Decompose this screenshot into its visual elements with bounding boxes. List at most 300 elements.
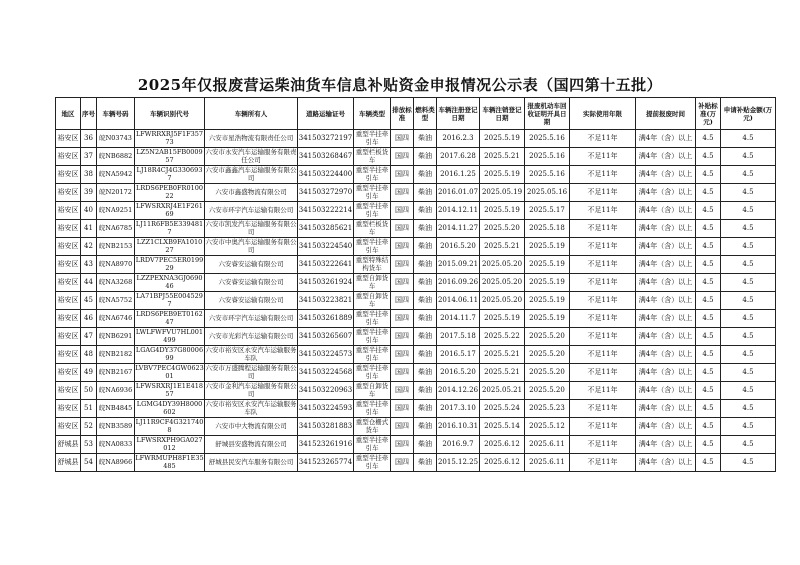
plate-cell: 皖NA0833: [97, 436, 135, 454]
type-cell: 重型半挂牵引车: [354, 346, 391, 364]
scrap-date-cell: 2025.5.18: [525, 220, 570, 238]
plate-cell: 皖NA6746: [97, 310, 135, 328]
fuel-cell: 柴油: [414, 346, 437, 364]
amount-cell: 4.5: [721, 364, 776, 382]
cancel-date-cell: 2025.5.24: [480, 400, 525, 418]
years-cell: 不足11年: [570, 274, 636, 292]
column-header: 补贴标准(万元): [696, 98, 721, 130]
seq-cell: 47: [81, 328, 97, 346]
cancel-date-cell: 2025.5.20: [480, 220, 525, 238]
seq-cell: 38: [81, 166, 97, 184]
years-cell: 不足11年: [570, 400, 636, 418]
column-header: 车辆注销登记日期: [480, 98, 525, 130]
emission-cell: 国四: [391, 274, 414, 292]
early-scrap-cell: 满4年（含）以上: [636, 148, 696, 166]
years-cell: 不足11年: [570, 436, 636, 454]
years-cell: 不足11年: [570, 148, 636, 166]
scrap-date-cell: 2025.5.20: [525, 346, 570, 364]
permit-cell: 341503222641: [298, 256, 354, 274]
fuel-cell: 柴油: [414, 148, 437, 166]
owner-cell: 六安市永安汽车运输服务有限责任公司: [205, 148, 297, 164]
column-header: 地区: [56, 98, 81, 130]
region-cell: 裕安区: [56, 310, 81, 328]
type-cell: 重型半挂牵引车: [354, 400, 391, 418]
type-cell: 重型半挂牵引车: [354, 202, 391, 220]
owner-cell: 舒城县民安汽车服务有限公司: [205, 454, 298, 472]
seq-cell: 46: [81, 310, 97, 328]
column-header: 车辆所有人: [205, 98, 298, 130]
permit-cell: 341503224568: [298, 364, 354, 382]
reg-date-cell: 2017.6.28: [437, 148, 480, 166]
plate-cell: 皖N20172: [97, 184, 135, 202]
permit-cell: 341523261916: [298, 436, 354, 454]
standard-cell: 4.5: [696, 418, 721, 436]
cancel-date-cell: 2025.5.22: [480, 328, 525, 346]
region-cell: 裕安区: [56, 400, 81, 418]
plate-cell: 皖N03743: [97, 130, 135, 148]
cancel-date-cell: 2025.5.14: [480, 418, 525, 436]
years-cell: 不足11年: [570, 454, 636, 472]
cancel-date-cell: 2025.5.19: [480, 310, 525, 328]
type-cell: 重型半挂牵引车: [354, 310, 391, 328]
vin-cell: LFWSRXRJ4E1F26169: [136, 202, 203, 218]
reg-date-cell: 2016.01.07: [437, 184, 480, 202]
early-scrap-cell: 满4年（含）以上: [636, 364, 696, 382]
emission-cell: 国四: [391, 364, 414, 382]
fuel-cell: 柴油: [414, 184, 437, 202]
vin-cell: LRDS6PEB9ET016247: [136, 310, 203, 326]
fuel-cell: 柴油: [414, 166, 437, 184]
amount-cell: 4.5: [721, 202, 776, 220]
table-row: [56, 220, 776, 238]
column-header: 报废机动车回收证明开具日期: [525, 98, 570, 130]
owner-cell: 六安市环宇汽车运输有限公司: [205, 310, 298, 328]
seq-cell: 40: [81, 202, 97, 220]
early-scrap-cell: 满4年（含）以上: [636, 328, 696, 346]
permit-cell: 341503220963: [298, 382, 354, 400]
table-row: [56, 148, 776, 166]
region-cell: 裕安区: [56, 220, 81, 238]
fuel-cell: 柴油: [414, 328, 437, 346]
fuel-cell: 柴油: [414, 274, 437, 292]
vin-cell: LA71BPJ55E0045297: [136, 292, 203, 308]
table-row: [56, 256, 776, 274]
seq-cell: 51: [81, 400, 97, 418]
early-scrap-cell: 满4年（含）以上: [636, 274, 696, 292]
seq-cell: 36: [81, 130, 97, 148]
scrap-date-cell: 2025.5.12: [525, 418, 570, 436]
fuel-cell: 柴油: [414, 292, 437, 310]
fuel-cell: 柴油: [414, 130, 437, 148]
cancel-date-cell: 2025.5.21: [480, 364, 525, 382]
table-row: [56, 436, 776, 454]
fuel-cell: 柴油: [414, 220, 437, 238]
reg-date-cell: 2016.5.20: [437, 238, 480, 256]
amount-cell: 4.5: [721, 166, 776, 184]
vin-cell: LFWSRXRJ1E1E41857: [135, 382, 204, 398]
cancel-date-cell: 2025.05.19: [480, 184, 525, 202]
table-row: [56, 184, 776, 202]
emission-cell: 国四: [391, 310, 414, 328]
reg-date-cell: 2014.12.11: [437, 202, 480, 220]
cancel-date-cell: 2025.5.21: [480, 148, 525, 166]
scrap-date-cell: 2025.5.16: [525, 166, 570, 184]
type-cell: 重型半挂牵引车: [354, 364, 391, 382]
vin-cell: LZ5N2AB15FB000957: [136, 148, 203, 164]
type-cell: 重型自卸货车: [354, 292, 391, 310]
reg-date-cell: 2017.3.10: [437, 400, 480, 418]
early-scrap-cell: 满4年（含）以上: [636, 184, 696, 202]
years-cell: 不足11年: [570, 220, 636, 238]
standard-cell: 4.5: [696, 130, 721, 148]
region-cell: 裕安区: [56, 418, 81, 436]
early-scrap-cell: 满4年（含）以上: [636, 346, 696, 364]
plate-cell: 皖NB2182: [97, 346, 135, 364]
region-cell: 裕安区: [56, 292, 81, 310]
early-scrap-cell: 满4年（含）以上: [636, 382, 696, 400]
years-cell: 不足11年: [570, 238, 636, 256]
standard-cell: 4.5: [696, 220, 721, 238]
years-cell: 不足11年: [570, 310, 636, 328]
permit-cell: 341503272970: [298, 184, 354, 202]
reg-date-cell: 2014.06.11: [437, 292, 480, 310]
cancel-date-cell: 2025.05.20: [480, 292, 525, 310]
plate-cell: 皖NA5752: [97, 292, 135, 310]
seq-cell: 39: [81, 184, 97, 202]
cancel-date-cell: 2025.5.19: [480, 130, 525, 148]
type-cell: 重型半挂牵引车: [354, 238, 391, 256]
fuel-cell: 柴油: [414, 238, 437, 256]
emission-cell: 国四: [391, 400, 414, 418]
fuel-cell: 柴油: [414, 310, 437, 328]
owner-cell: 六安市裕安区永安汽车运输服务车队: [205, 400, 297, 416]
plate-cell: 皖NB6882: [97, 148, 135, 166]
reg-date-cell: 2017.5.18: [437, 328, 480, 346]
column-header: 车辆注册登记日期: [437, 98, 480, 130]
amount-cell: 4.5: [721, 220, 776, 238]
years-cell: 不足11年: [570, 202, 636, 220]
region-cell: 舒城县: [56, 454, 81, 472]
owner-cell: 六安市星浩物流有限责任公司: [205, 130, 298, 148]
owner-cell: 六安市金利汽车运输服务有限公司: [205, 382, 297, 398]
standard-cell: 4.5: [696, 454, 721, 472]
region-cell: 裕安区: [56, 184, 81, 202]
region-cell: 裕安区: [56, 382, 81, 400]
amount-cell: 4.5: [721, 256, 776, 274]
region-cell: 裕安区: [56, 346, 81, 364]
type-cell: 重型仓栅式货车: [354, 418, 391, 436]
seq-cell: 52: [81, 418, 97, 436]
reg-date-cell: 2016.5.20: [437, 364, 480, 382]
fuel-cell: 柴油: [414, 454, 437, 472]
table-row: [56, 364, 776, 382]
type-cell: 重型半挂牵引车: [354, 436, 391, 454]
cancel-date-cell: 2025.5.21: [480, 346, 525, 364]
standard-cell: 4.5: [696, 166, 721, 184]
early-scrap-cell: 满4年（含）以上: [636, 454, 696, 472]
early-scrap-cell: 满4年（含）以上: [636, 400, 696, 418]
standard-cell: 4.5: [696, 364, 721, 382]
type-cell: 重型半挂牵引车: [354, 166, 391, 184]
owner-cell: 六安睿安运输有限公司: [205, 274, 298, 292]
column-header: 申请补贴金额(万元): [721, 98, 776, 130]
standard-cell: 4.5: [696, 382, 721, 400]
emission-cell: 国四: [391, 328, 414, 346]
early-scrap-cell: 满4年（含）以上: [636, 220, 696, 238]
type-cell: 重型栏板货车: [354, 148, 391, 166]
plate-cell: 皖NA8966: [97, 454, 135, 472]
permit-cell: 341503224573: [298, 346, 354, 364]
permit-cell: 341503268467: [298, 148, 354, 166]
region-cell: 裕安区: [56, 274, 81, 292]
scrap-date-cell: 2025.5.19: [525, 310, 570, 328]
cancel-date-cell: 2025.6.12: [480, 436, 525, 454]
region-cell: 裕安区: [56, 328, 81, 346]
vin-cell: LRDS6PEB0FR010022: [136, 184, 203, 200]
fuel-cell: 柴油: [414, 256, 437, 274]
cancel-date-cell: 2025.5.19: [480, 166, 525, 184]
emission-cell: 国四: [391, 292, 414, 310]
amount-cell: 4.5: [721, 418, 776, 436]
vin-cell: LJ11R9CF4G3217408: [135, 418, 204, 434]
page-title: 2025年仅报废营运柴油货车信息补贴资金申报情况公示表（国四第十五批）: [137, 76, 663, 94]
emission-cell: 国四: [391, 382, 414, 400]
owner-cell: 六安市鑫盛物流有限公司: [205, 184, 298, 202]
amount-cell: 4.5: [721, 346, 776, 364]
permit-cell: 341523265774: [298, 454, 354, 472]
standard-cell: 4.5: [696, 310, 721, 328]
column-header: 燃料类型: [414, 98, 437, 130]
early-scrap-cell: 满4年（含）以上: [636, 418, 696, 436]
standard-cell: 4.5: [696, 436, 721, 454]
scrap-date-cell: 2025.5.19: [525, 274, 570, 292]
type-cell: 重型自卸货车: [354, 274, 391, 292]
standard-cell: 4.5: [696, 148, 721, 166]
vin-cell: LGMG4DY39H8000602: [135, 400, 205, 418]
early-scrap-cell: 满4年（含）以上: [636, 202, 696, 220]
reg-date-cell: 2016.1.25: [437, 166, 480, 184]
vin-cell: LVBV7PEC4GW062301: [135, 364, 204, 380]
table-row: [56, 382, 776, 400]
emission-cell: 国四: [391, 220, 414, 238]
vin-cell: LJ18R4CJ4G3306937: [135, 166, 205, 184]
vin-cell: LJ11R6FB5E3394817: [135, 220, 204, 236]
amount-cell: 4.5: [721, 292, 776, 310]
table-row: [56, 238, 776, 256]
column-header: 道路运输证号: [298, 98, 354, 130]
years-cell: 不足11年: [570, 328, 636, 346]
cancel-date-cell: 2025.05.20: [480, 274, 525, 292]
early-scrap-cell: 满4年（含）以上: [636, 238, 696, 256]
amount-cell: 4.5: [721, 238, 776, 256]
owner-cell: 六安市环宇汽车运输有限公司: [205, 202, 298, 220]
amount-cell: 4.5: [721, 130, 776, 148]
permit-cell: 341503272197: [298, 130, 354, 148]
region-cell: 舒城县: [56, 436, 81, 454]
scrap-date-cell: 2025.5.23: [525, 400, 570, 418]
plate-cell: 皖NA5942: [97, 166, 135, 184]
cancel-date-cell: 2025.5.21: [480, 238, 525, 256]
plate-cell: 皖NB3589: [97, 418, 135, 436]
amount-cell: 4.5: [721, 382, 776, 400]
owner-cell: 舒城县安盛物流有限公司: [205, 436, 298, 454]
amount-cell: 4.5: [721, 400, 776, 418]
amount-cell: 4.5: [721, 436, 776, 454]
years-cell: 不足11年: [570, 292, 636, 310]
owner-cell: 六安市凯发汽车运输服务有限公司: [205, 220, 297, 236]
region-cell: 裕安区: [56, 130, 81, 148]
emission-cell: 国四: [391, 346, 414, 364]
amount-cell: 4.5: [721, 184, 776, 202]
scrap-date-cell: 2025.6.11: [525, 454, 570, 472]
seq-cell: 41: [81, 220, 97, 238]
permit-cell: 341503281883: [298, 418, 354, 436]
vin-cell: LFWRRXRJ5F1F35773: [135, 130, 204, 146]
scrap-date-cell: 2025.05.16: [525, 184, 570, 202]
reg-date-cell: 2016.10.31: [437, 418, 480, 436]
table-row: [56, 346, 776, 364]
permit-cell: 341503261889: [298, 310, 354, 328]
column-header: 排放标准: [391, 98, 414, 130]
seq-cell: 53: [81, 436, 97, 454]
fuel-cell: 柴油: [414, 400, 437, 418]
table-body: [56, 130, 776, 472]
scrap-date-cell: 2025.5.20: [525, 382, 570, 400]
region-cell: 裕安区: [56, 202, 81, 220]
fuel-cell: 柴油: [414, 436, 437, 454]
seq-cell: 44: [81, 274, 97, 292]
column-header: 车辆号码: [97, 98, 135, 130]
cancel-date-cell: 2025.05.21: [480, 382, 525, 400]
table-row: [56, 166, 776, 184]
scrap-date-cell: 2025.5.19: [525, 238, 570, 256]
years-cell: 不足11年: [570, 346, 636, 364]
column-header: 提前报废时间: [636, 98, 696, 130]
vin-cell: LZZPEXNA3GJ069046: [135, 274, 205, 292]
reg-date-cell: 2016.9.7: [437, 436, 480, 454]
reg-date-cell: 2016.5.17: [437, 346, 480, 364]
emission-cell: 国四: [391, 256, 414, 274]
emission-cell: 国四: [391, 454, 414, 472]
table-row: [56, 418, 776, 436]
table-row: [56, 400, 776, 418]
scrap-date-cell: 2025.5.19: [525, 292, 570, 310]
scrap-date-cell: 2025.5.19: [525, 256, 570, 274]
emission-cell: 国四: [391, 418, 414, 436]
early-scrap-cell: 满4年（含）以上: [636, 310, 696, 328]
standard-cell: 4.5: [696, 184, 721, 202]
reg-date-cell: 2014.11.27: [437, 220, 480, 238]
plate-cell: 皖NA9251: [97, 202, 135, 220]
standard-cell: 4.5: [696, 256, 721, 274]
type-cell: 重型半挂牵引车: [354, 454, 391, 472]
plate-cell: 皖NB4845: [97, 400, 135, 418]
standard-cell: 4.5: [696, 238, 721, 256]
seq-cell: 43: [81, 256, 97, 274]
plate-cell: 皖NA6785: [97, 220, 135, 238]
region-cell: 裕安区: [56, 256, 81, 274]
reg-date-cell: 2016.09.26: [437, 274, 480, 292]
permit-cell: 341503224593: [298, 400, 354, 418]
standard-cell: 4.5: [696, 328, 721, 346]
column-header: 车辆识别代号: [135, 98, 205, 130]
years-cell: 不足11年: [570, 256, 636, 274]
years-cell: 不足11年: [570, 166, 636, 184]
seq-cell: 50: [81, 382, 97, 400]
vin-cell: LWLFWFVU7HL001499: [135, 328, 204, 344]
header-row: [56, 98, 776, 130]
type-cell: 重型自卸货车: [354, 382, 391, 400]
vin-cell: LZZ1CLXB9FA101027: [135, 238, 205, 256]
seq-cell: 48: [81, 346, 97, 364]
plate-cell: 皖NA6936: [97, 382, 135, 400]
emission-cell: 国四: [391, 184, 414, 202]
permit-cell: 341503222214: [298, 202, 354, 220]
emission-cell: 国四: [391, 130, 414, 148]
amount-cell: 4.5: [721, 328, 776, 346]
reg-date-cell: 2015.09.21: [437, 256, 480, 274]
fuel-cell: 柴油: [414, 364, 437, 382]
standard-cell: 4.5: [696, 202, 721, 220]
early-scrap-cell: 满4年（含）以上: [636, 166, 696, 184]
seq-cell: 54: [81, 454, 97, 472]
owner-cell: 六安市光彩汽车运输有限公司: [205, 328, 298, 346]
amount-cell: 4.5: [721, 310, 776, 328]
amount-cell: 4.5: [721, 454, 776, 472]
reg-date-cell: 2014.11.7: [437, 310, 480, 328]
scrap-date-cell: 2025.6.11: [525, 436, 570, 454]
early-scrap-cell: 满4年（含）以上: [636, 292, 696, 310]
column-header: 实际使用年限: [570, 98, 636, 130]
years-cell: 不足11年: [570, 382, 636, 400]
reg-date-cell: 2016.2.3: [437, 130, 480, 148]
years-cell: 不足11年: [570, 130, 636, 148]
scrap-date-cell: 2025.5.20: [525, 328, 570, 346]
owner-cell: 六安市鑫鑫汽车运输服务有限公司: [205, 166, 297, 182]
region-cell: 裕安区: [56, 364, 81, 382]
cancel-date-cell: 2025.05.20: [480, 256, 525, 274]
region-cell: 裕安区: [56, 166, 81, 184]
type-cell: 重型半挂牵引车: [354, 130, 391, 148]
seq-cell: 45: [81, 292, 97, 310]
table-row: [56, 310, 776, 328]
table-row: [56, 202, 776, 220]
amount-cell: 4.5: [721, 274, 776, 292]
subsidy-table: [55, 97, 776, 472]
type-cell: 重型栏板货车: [354, 220, 391, 238]
early-scrap-cell: 满4年（含）以上: [636, 436, 696, 454]
permit-cell: 341503224400: [298, 166, 354, 184]
owner-cell: 六安市中大物流有限公司: [205, 418, 298, 436]
owner-cell: 六安市裕安区永安汽车运输服务车队: [205, 346, 297, 362]
reg-date-cell: 2015.12.25: [437, 454, 480, 472]
standard-cell: 4.5: [696, 274, 721, 292]
type-cell: 重型半挂牵引车: [354, 328, 391, 346]
fuel-cell: 柴油: [414, 202, 437, 220]
seq-cell: 37: [81, 148, 97, 166]
type-cell: 重型特殊结构货车: [354, 256, 391, 274]
table-row: [56, 274, 776, 292]
plate-cell: 皖NA8970: [97, 256, 135, 274]
emission-cell: 国四: [391, 148, 414, 166]
owner-cell: 六安睿安运输有限公司: [205, 292, 298, 310]
table-header: [56, 98, 776, 130]
years-cell: 不足11年: [570, 418, 636, 436]
permit-cell: 341503224540: [298, 238, 354, 256]
table-row: [56, 292, 776, 310]
column-header: 序号: [81, 98, 97, 130]
owner-cell: 六安睿安运输有限公司: [205, 256, 298, 274]
